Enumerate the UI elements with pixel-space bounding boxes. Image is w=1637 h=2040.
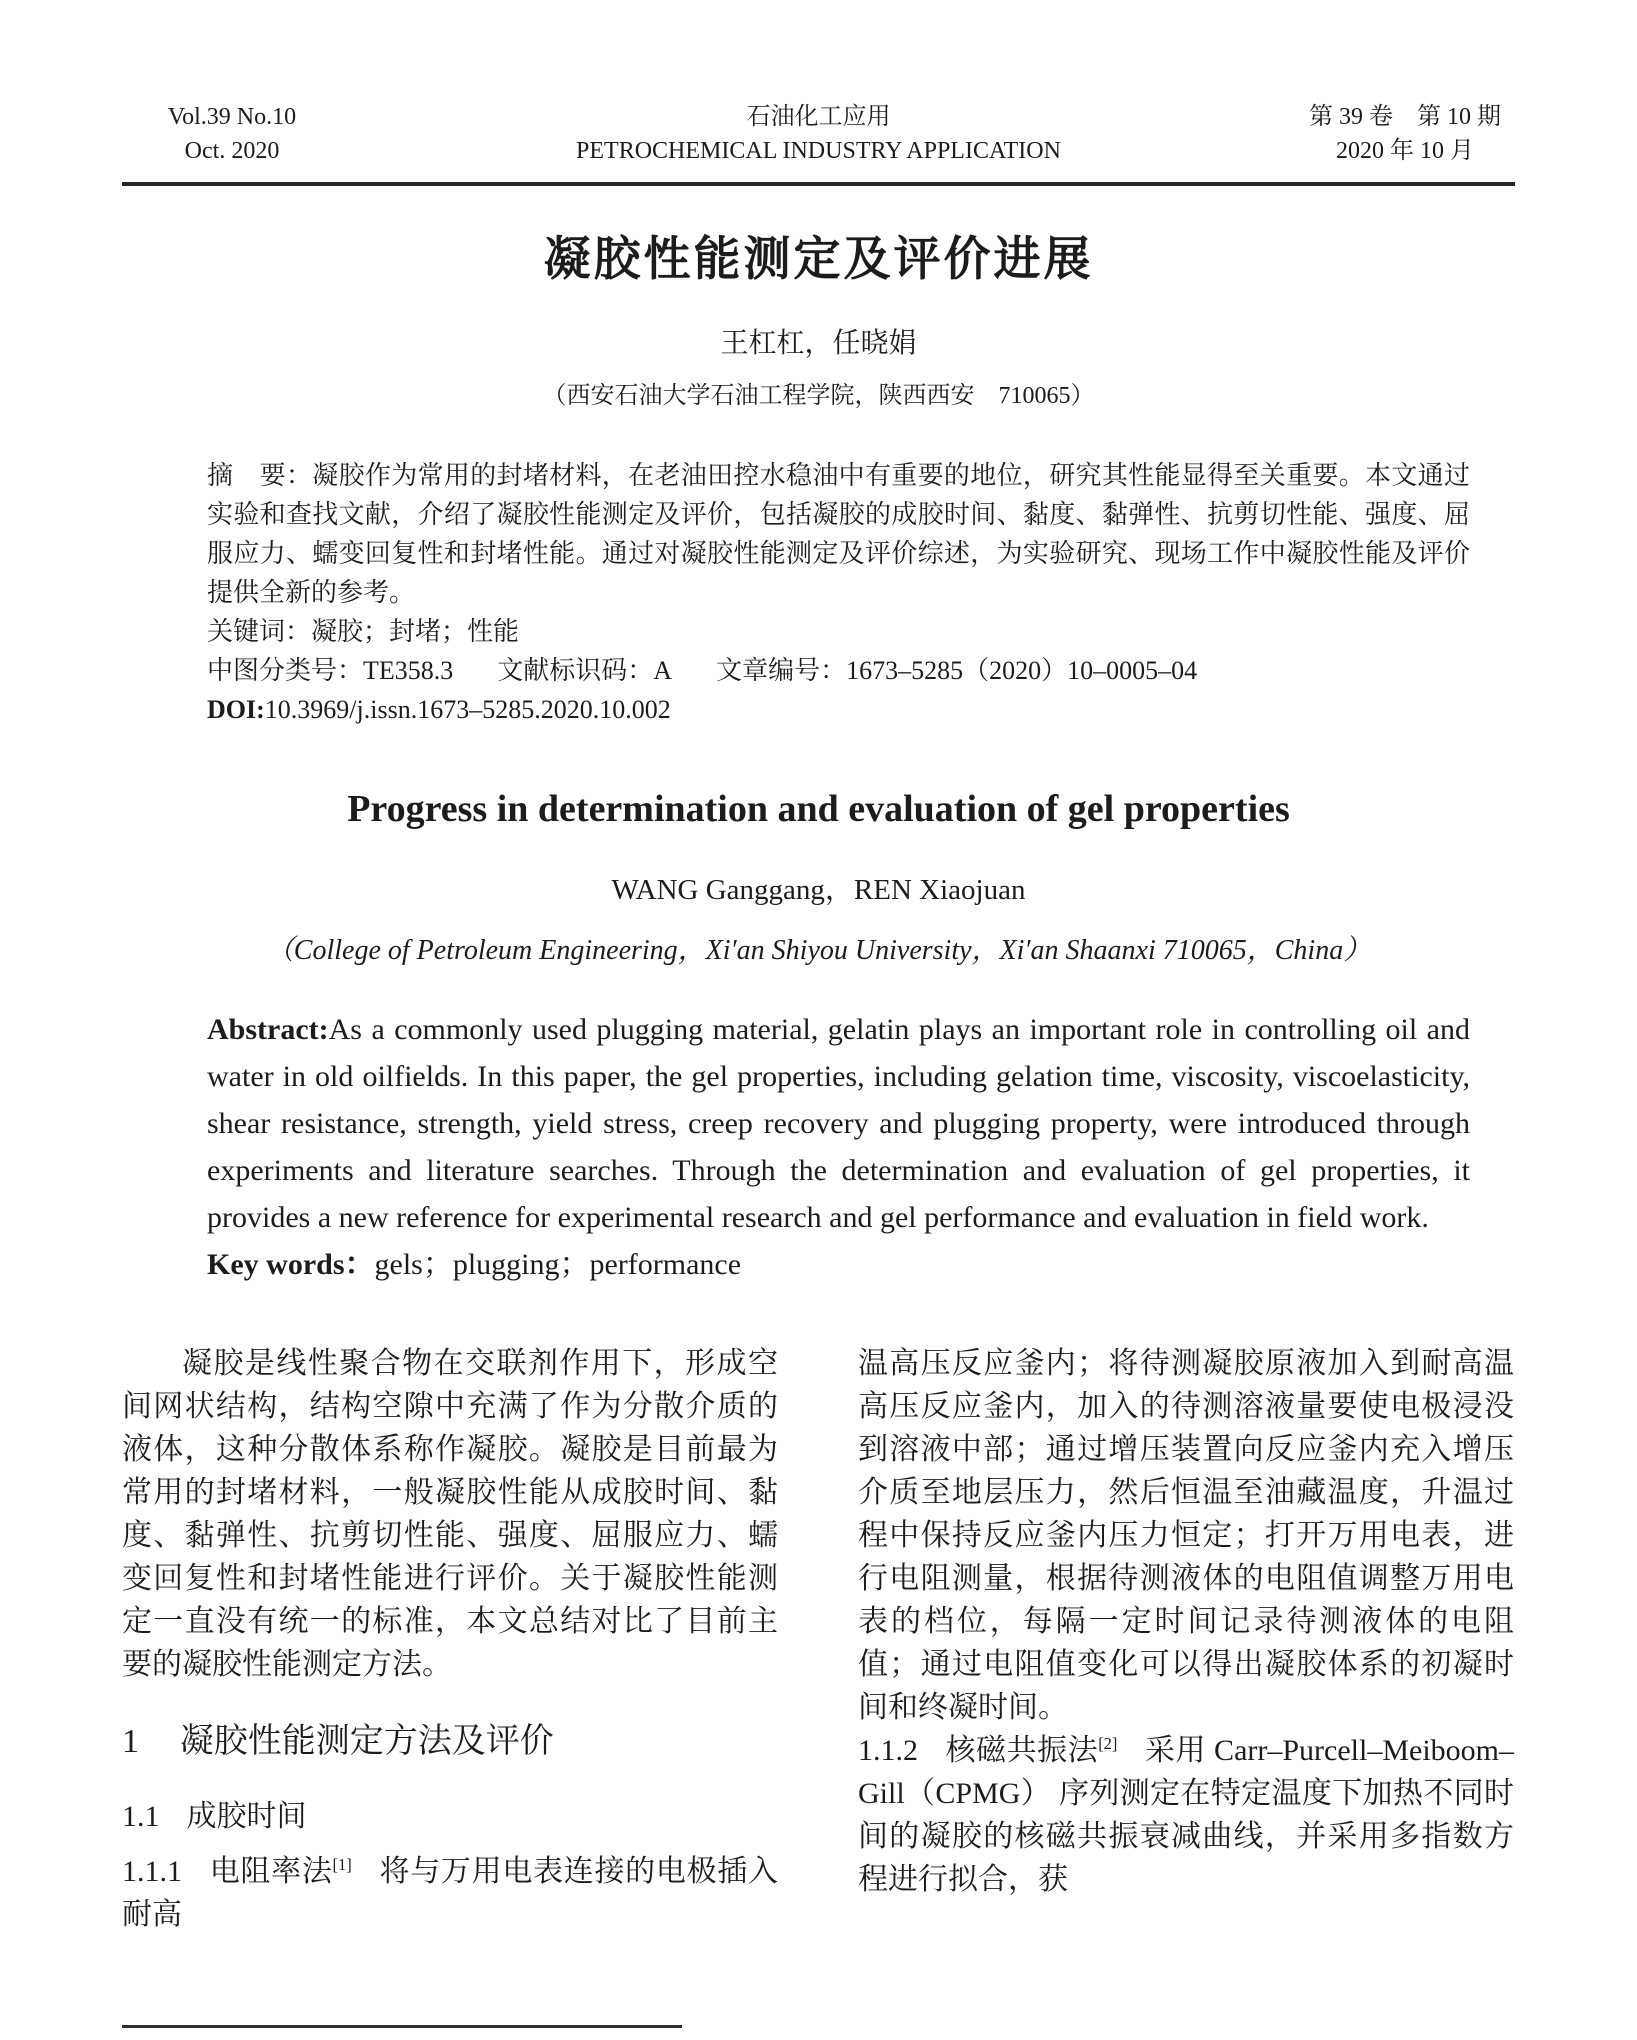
reference-1-marker: [1] bbox=[332, 1855, 352, 1874]
body-columns bbox=[122, 1342, 1515, 1936]
abstract-en-label: Abstract: bbox=[207, 1013, 329, 1046]
keywords-en-text: gels；plugging；performance bbox=[374, 1248, 742, 1281]
abstract-en-text: As a commonly used plugging material, gelatin plays an important role in controlling oil and water in old oilfields. In this paper, the gel properties, including gelation time, viscosity, viscoelasticity, shear resistance, strength, yield stress, creep recovery and plugging property, were introduced through experiments and literature searches. Through the determination and evaluation of gel properties, it provides a new reference for experimental research and gel performance and evaluation in field work. bbox=[207, 1013, 1470, 1234]
doc-code-value: A bbox=[653, 656, 673, 685]
continuation-paragraph: 温高压反应釜内；将待测凝胶原液加入到耐高温高压反应釜内，加入的待测溶液量要使电极浸没到溶液中部；通过增压装置向反应釜内充入增压介质至地层压力，然后恒温至油藏温度，升温过程中保持反应釜内压力恒定；打开万用电表，进行电阻测量，根据待测液体的电阻值调整万用电表的档位，每隔一定时间记录待测液体的电阻值；通过电阻值变化可以得出凝胶体系的初凝时间和终凝时间。 bbox=[858, 1347, 1514, 1724]
section-1-number: 1 bbox=[122, 1723, 139, 1760]
section-1-1-heading bbox=[122, 1795, 778, 1838]
body-column-right bbox=[858, 1342, 1514, 1936]
section-1-1-number: 1.1 bbox=[122, 1800, 160, 1833]
abstract-zh-label: 摘 要： bbox=[207, 461, 313, 490]
article-id-value: 1673–5285（2020）10–0005–04 bbox=[846, 656, 1198, 685]
masthead-volume-issue-zh bbox=[1295, 100, 1515, 168]
clc-label: 中图分类号： bbox=[207, 656, 364, 685]
keywords-zh bbox=[207, 612, 1470, 651]
reference-2-marker: [2] bbox=[1098, 1734, 1118, 1753]
authors-zh: 王杠杠，任晓娟 bbox=[720, 328, 917, 359]
section-1-1-2-number: 1.1.2 bbox=[858, 1734, 918, 1767]
doi-line bbox=[207, 690, 1470, 729]
section-1-1-1-text: 将与万用电表连接的电极插入耐高 bbox=[122, 1855, 779, 1931]
issue-date-en: Oct. 2020 bbox=[184, 138, 280, 164]
section-1-1-1-method: 电阻率法 bbox=[209, 1855, 333, 1888]
doi-value: 10.3969/j.issn.1673–5285.2020.10.002 bbox=[264, 695, 671, 724]
masthead-journal-title bbox=[576, 100, 1061, 168]
classification-line bbox=[207, 651, 1470, 690]
body-column-left bbox=[122, 1342, 778, 1936]
volume-issue-zh: 第 39 卷 第 10 期 bbox=[1308, 104, 1501, 130]
meta-block-zh bbox=[207, 456, 1470, 729]
clc-value: TE358.3 bbox=[363, 656, 454, 685]
doc-code-label: 文献标识码： bbox=[497, 656, 654, 685]
article-title-en: Progress in determination and evaluation of gel properties bbox=[347, 788, 1290, 830]
section-1-1-1-number: 1.1.1 bbox=[122, 1855, 182, 1888]
volume-number: Vol.39 No.10 bbox=[167, 104, 297, 130]
abstract-zh bbox=[207, 456, 1470, 612]
masthead-divider bbox=[122, 182, 1515, 186]
affiliation-en: （College of Petroleum Engineering，Xi′an Shiyou University，Xi′an Shaanxi 710065，China） bbox=[265, 935, 1372, 966]
section-1-1-title: 成胶时间 bbox=[186, 1800, 307, 1833]
section-1-title: 凝胶性能测定方法及评价 bbox=[179, 1723, 554, 1760]
document-code bbox=[497, 656, 672, 685]
keywords-en bbox=[207, 1241, 1470, 1288]
article-id-label: 文章编号： bbox=[716, 656, 847, 685]
section-1-1-2-method: 核磁共振法 bbox=[945, 1734, 1099, 1767]
section-1-heading bbox=[122, 1720, 778, 1763]
journal-masthead bbox=[122, 100, 1515, 168]
article-id bbox=[716, 656, 1197, 685]
article-title-zh: 凝胶性能测定及评价进展 bbox=[543, 234, 1094, 286]
section-1-1-2-paragraph bbox=[858, 1729, 1514, 1901]
issue-date-zh: 2020 年 10 月 bbox=[1335, 138, 1474, 164]
footnote-divider bbox=[122, 2025, 682, 2028]
journal-title-zh: 石油化工应用 bbox=[746, 104, 891, 130]
abstract-zh-text: 凝胶作为常用的封堵材料，在老油田控水稳油中有重要的地位，研究其性能显得至关重要。本文通过实验和查找文献，介绍了凝胶性能测定及评价，包括凝胶的成胶时间、黏度、黏弹性、抗剪切性能、强度、屈服应力、蠕变回复性和封堵性能。通过对凝胶性能测定及评价综述，为实验研究、现场工作中凝胶性能及评价提供全新的参考。 bbox=[207, 461, 1470, 607]
abstract-en bbox=[207, 1006, 1470, 1241]
section-1-1-2-text: 采用 Carr–Purcell–Meiboom–Gill（CPMG） 序列测定在特定温度下加热不同时间的凝胶的核磁共振衰减曲线，并采用多指数方程进行拟合，获 bbox=[858, 1734, 1514, 1896]
intro-paragraph: 凝胶是线性聚合物在交联剂作用下，形成空间网状结构，结构空隙中充满了作为分散介质的液体，这种分散体系称作凝胶。凝胶是目前最为常用的封堵材料，一般凝胶性能从成胶时间、黏度、黏弹性、抗剪切性能、强度、屈服应力、蠕变回复性和封堵性能进行评价。关于凝胶性能测定一直没有统一的标准，本文总结对比了目前主要的凝胶性能测定方法。 bbox=[122, 1347, 778, 1681]
keywords-zh-label: 关键词： bbox=[207, 617, 312, 646]
keywords-zh-text: 凝胶；封堵；性能 bbox=[311, 617, 520, 646]
meta-block-en bbox=[207, 1006, 1470, 1288]
section-1-1-1-paragraph bbox=[122, 1850, 778, 1936]
clc-number bbox=[207, 656, 453, 685]
affiliation-zh: （西安石油大学石油工程学院，陕西西安 710065） bbox=[542, 383, 1095, 409]
authors-en: WANG Ganggang，REN Xiaojuan bbox=[611, 874, 1026, 906]
masthead-volume-issue bbox=[122, 100, 342, 168]
journal-title-en: PETROCHEMICAL INDUSTRY APPLICATION bbox=[576, 138, 1061, 164]
keywords-en-label: Key words： bbox=[207, 1248, 375, 1281]
doi-label: DOI: bbox=[207, 695, 265, 724]
